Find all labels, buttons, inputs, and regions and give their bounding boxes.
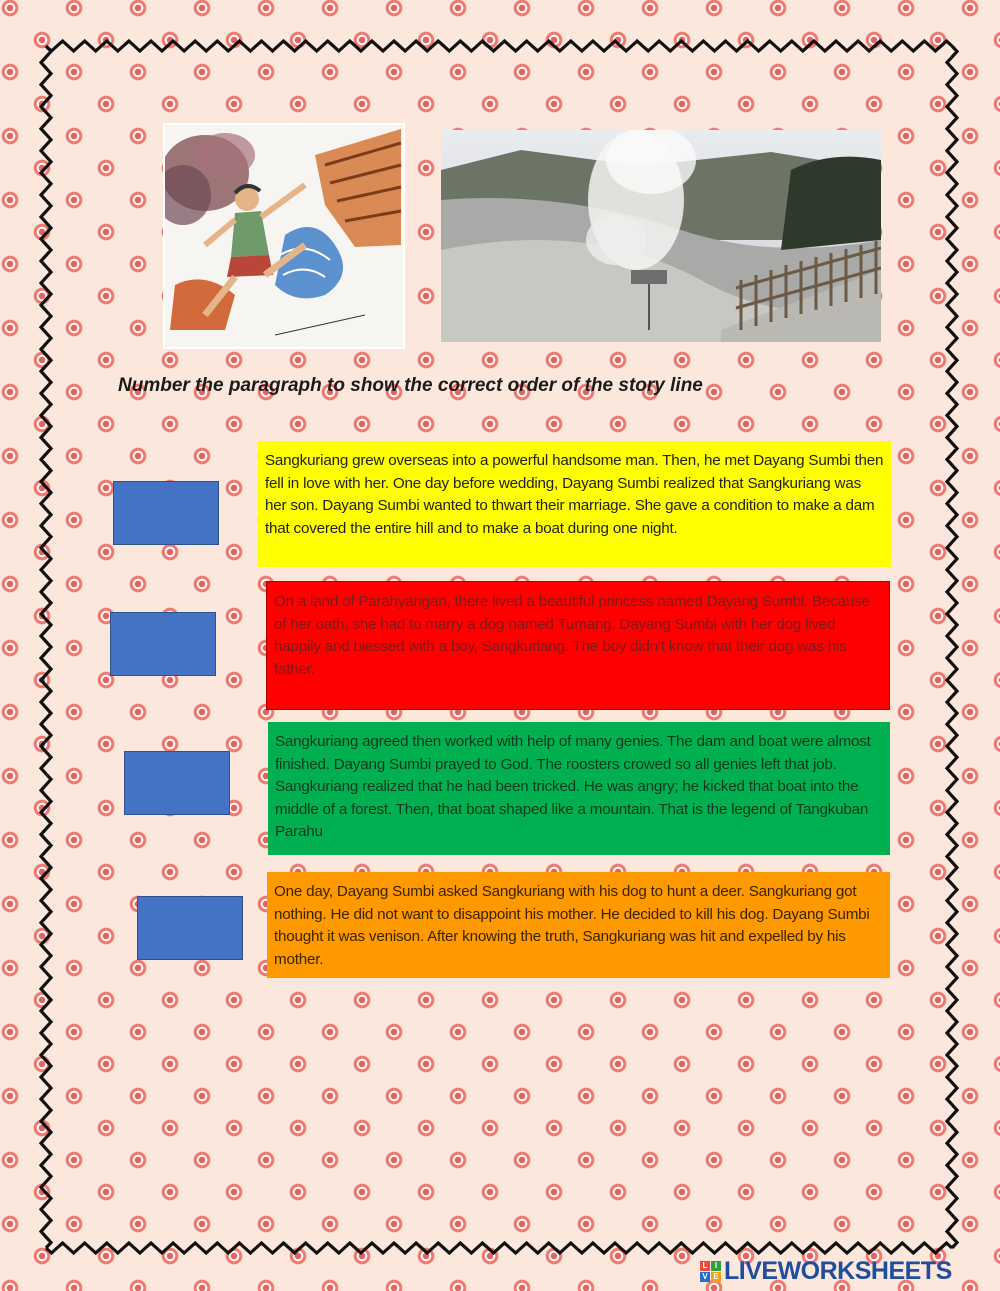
brand-icon-letter: E xyxy=(711,1272,721,1282)
story-paragraph-yellow: Sangkuriang grew overseas into a powerful handsome man. Then, he met Dayang Sumbi then fell in love with her. One day before wedding, Dayang Sumbi realized that Sangkuriang was her son. Dayang Sumbi wanted to thwart their marriage. She gave a condition to make a dam that covered the entire hill and to make a boat during one night. xyxy=(258,441,891,567)
story-paragraph-red: On a land of Parahyangan, there lived a beautiful princess named Dayang Sumbi. Because of her oath, she had to marry a dog named Tumang. Dayang Sumbi with her dog lived happily and blessed with a boy, Sangkuriang. The boy didn't know that their dog was his father. xyxy=(266,581,890,710)
story-paragraph-green: Sangkuriang agreed then worked with help of many genies. The dam and boat were almost finished. Dayang Sumbi prayed to God. The roosters crowed so all genies left that job. Sangkuriang realized that he had been tricked. He was angry; he kicked that boat into the middle of a forest. Then, that boat shaped like a mountain. That is the legend of Tangkuban Parahu xyxy=(268,722,890,855)
story-paragraph-orange: One day, Dayang Sumbi asked Sangkuriang with his dog to hunt a deer. Sangkuriang got nothing. He did not want to disappoint his mother. He decided to kill his dog. Dayang Sumbi thought it was venison. After knowing the truth, Sangkuriang was hit and expelled by his mother. xyxy=(267,872,890,978)
brand-icon-letter: V xyxy=(700,1272,710,1282)
instruction-heading: Number the paragraph to show the correct order of the story line xyxy=(118,375,703,396)
legend-illustration xyxy=(163,123,405,349)
answer-box-3[interactable] xyxy=(124,751,230,815)
answer-box-4[interactable] xyxy=(137,896,243,960)
brand-icon xyxy=(700,1261,721,1282)
brand-name: LIVEWORKSHEETS xyxy=(724,1257,952,1285)
brand-icon-letter: I xyxy=(711,1261,721,1271)
answer-box-2[interactable] xyxy=(110,612,216,676)
crater-photo xyxy=(441,130,881,342)
answer-box-1[interactable] xyxy=(113,481,219,545)
brand-icon-letter: L xyxy=(700,1261,710,1271)
liveworksheets-logo xyxy=(700,1258,952,1284)
